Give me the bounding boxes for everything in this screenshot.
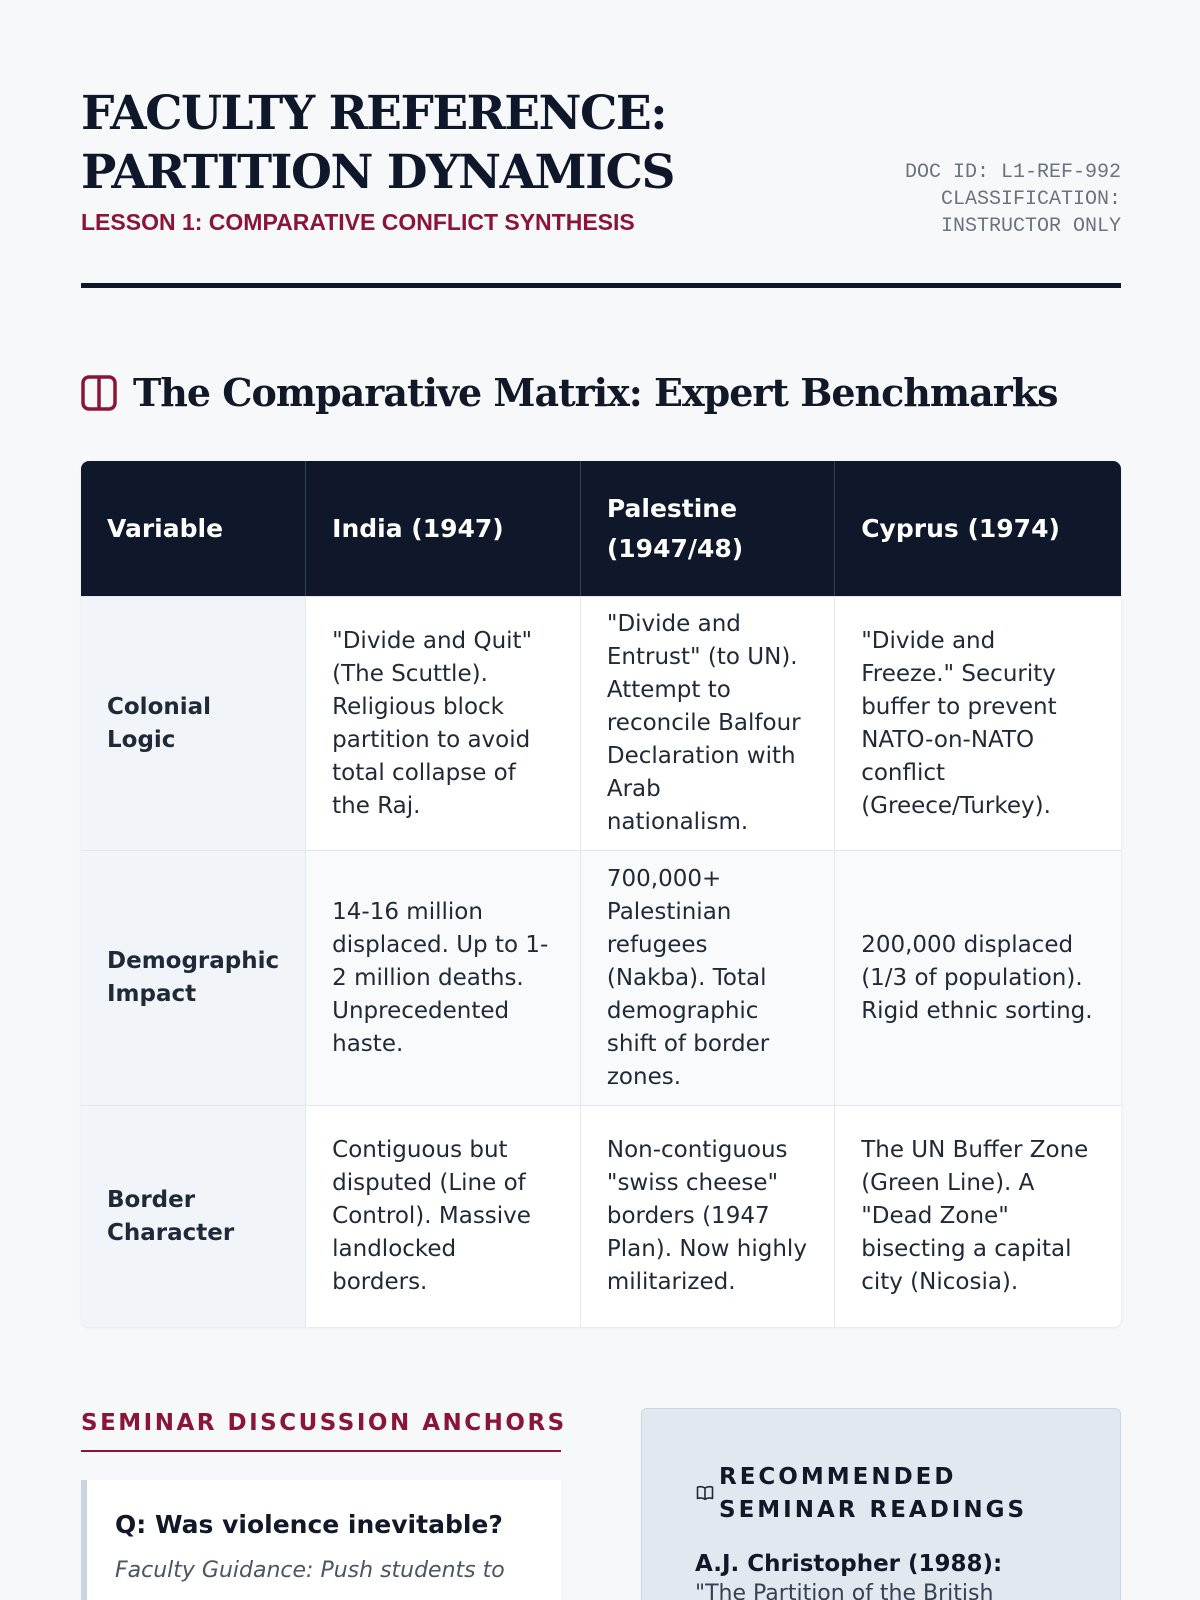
- column-header-cyprus: Cyprus (1974): [835, 461, 1121, 596]
- table-header-row: [81, 461, 1121, 596]
- page-title: [81, 84, 674, 202]
- readings-title: RECOMMENDED SEMINAR READINGS: [719, 1464, 1028, 1523]
- page-title-line-2: PARTITION DYNAMICS: [81, 145, 674, 200]
- palestine-cell: Non-contiguous "swiss cheese" borders (1947 Plan). Now highly militarized.: [581, 1105, 835, 1327]
- row-variable-cell: Colonial Logic: [81, 596, 306, 850]
- book-icon: [81, 375, 117, 411]
- document-page: [81, 0, 1121, 1600]
- column-header-variable: Variable: [81, 461, 306, 596]
- reading-author: A.J. Christopher (1988):: [695, 1551, 1003, 1577]
- page-title-line-1: FACULTY REFERENCE:: [81, 86, 667, 141]
- palestine-cell: 700,000+ Palestinian refugees (Nakba). Total demographic shift of border zones.: [581, 850, 835, 1105]
- table-row: [81, 850, 1121, 1105]
- discussion-anchor-card: [81, 1480, 561, 1600]
- column-header-india: India (1947): [306, 461, 581, 596]
- recommended-readings-panel: [641, 1408, 1121, 1600]
- palestine-cell: "Divide and Entrust" (to UN). Attempt to reconcile Balfour Declaration with Arab nationalism.: [581, 596, 835, 850]
- discussion-anchors-heading: SEMINAR DISCUSSION ANCHORS: [81, 1410, 561, 1452]
- reading-citation: "The Partition of the British: [695, 1581, 994, 1600]
- row-variable-cell: Border Character: [81, 1105, 306, 1327]
- table-row: [81, 596, 1121, 850]
- india-cell: 14-16 million displaced. Up to 1-2 million deaths. Unprecedented haste.: [306, 850, 581, 1105]
- anchor-question: Q: Was violence inevitable?: [115, 1510, 503, 1539]
- comparative-matrix-table: [81, 461, 1121, 1327]
- doc-id: DOC ID: L1-REF-992: [904, 161, 1121, 184]
- anchor-guidance: Faculty Guidance: Push students to: [115, 1558, 505, 1583]
- classification-value: INSTRUCTOR ONLY: [940, 215, 1121, 238]
- readings-header: [695, 1461, 1094, 1527]
- cyprus-cell: "Divide and Freeze." Security buffer to prevent NATO-on-NATO conflict (Greece/Turkey).: [835, 596, 1121, 850]
- row-variable-cell: Demographic Impact: [81, 850, 306, 1105]
- table-row: [81, 1105, 1121, 1327]
- document-header: [81, 0, 1121, 288]
- matrix-section-heading: [81, 370, 1057, 415]
- lesson-subtitle: LESSON 1: COMPARATIVE CONFLICT SYNTHESIS: [81, 209, 635, 235]
- section-title: The Comparative Matrix: Expert Benchmarks: [133, 370, 1058, 415]
- column-header-palestine: Palestine (1947/48): [581, 461, 835, 596]
- classification-label: CLASSIFICATION:: [940, 188, 1121, 211]
- cyprus-cell: 200,000 displaced (1/3 of population). Rigid ethnic sorting.: [835, 850, 1121, 1105]
- india-cell: "Divide and Quit" (The Scuttle). Religious block partition to avoid total collapse of the Raj.: [306, 596, 581, 850]
- cyprus-cell: The UN Buffer Zone (Green Line). A "Dead Zone" bisecting a capital city (Nicosia).: [835, 1105, 1121, 1327]
- document-metadata: [881, 159, 1121, 240]
- open-book-icon: [695, 1483, 715, 1503]
- india-cell: Contiguous but disputed (Line of Control). Massive landlocked borders.: [306, 1105, 581, 1327]
- discussion-anchors-section: [81, 1410, 567, 1600]
